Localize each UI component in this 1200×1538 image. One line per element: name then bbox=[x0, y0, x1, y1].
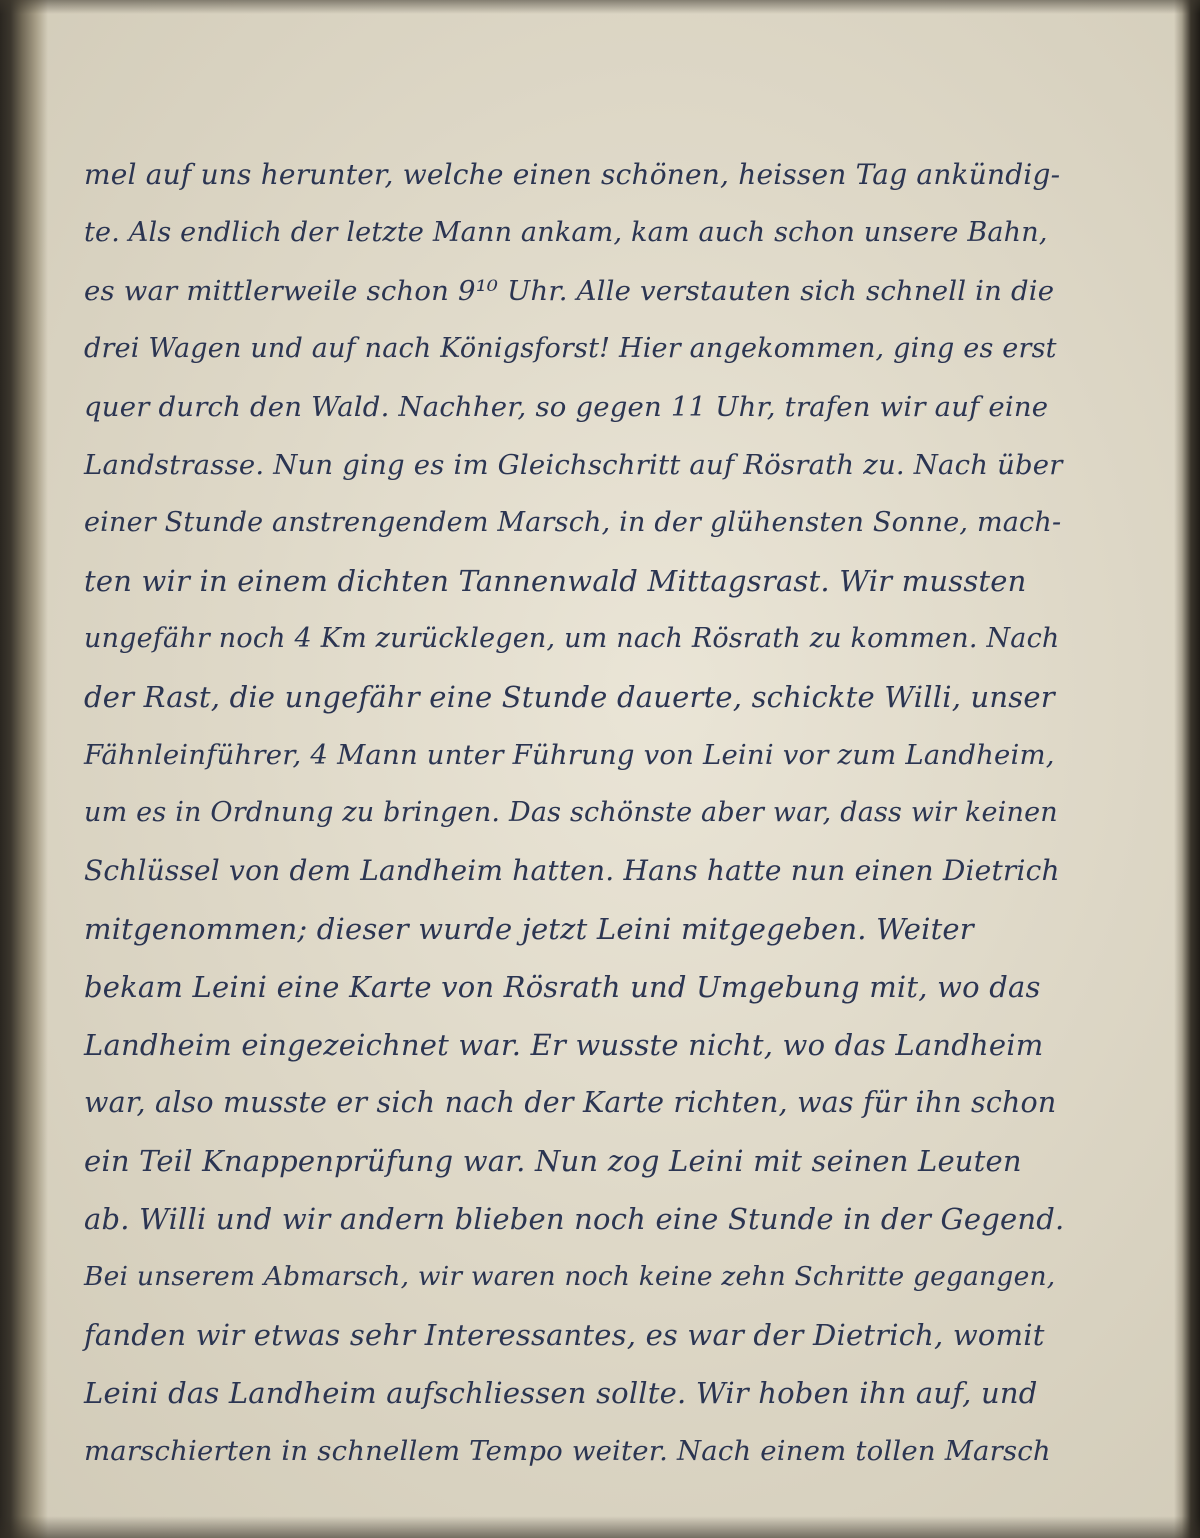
text-line: ten wir in einem dichten Tannenwald Mittagsrast. Wir mussten bbox=[84, 564, 1027, 598]
text-line: bekam Leini eine Karte von Rösrath und Umgebung mit, wo das bbox=[84, 970, 1041, 1004]
text-line: quer durch den Wald. Nachher, so gegen 11 Uhr, trafen wir auf eine bbox=[84, 391, 1049, 423]
text-line: marschierten in schnellem Tempo weiter. Nach einem tollen Marsch bbox=[84, 1435, 1051, 1467]
text-line: Leini das Landheim aufschliessen sollte. Wir hoben ihn auf, und bbox=[84, 1376, 1038, 1410]
text-line: fanden wir etwas sehr Interessantes, es war der Dietrich, womit bbox=[84, 1318, 1045, 1352]
text-line: ab. Willi und wir andern blieben noch eine Stunde in der Gegend. bbox=[84, 1202, 1065, 1236]
page-bottom-edge bbox=[0, 1516, 1200, 1538]
text-line: einer Stunde anstrengendem Marsch, in der glühensten Sonne, mach- bbox=[84, 507, 1062, 538]
text-line: mitgenommen; dieser wurde jetzt Leini mitgegeben. Weiter bbox=[84, 912, 974, 946]
book-binding-shadow bbox=[0, 0, 48, 1538]
page-top-edge bbox=[0, 0, 1200, 14]
text-line: um es in Ordnung zu bringen. Das schönste aber war, dass wir keinen bbox=[84, 797, 1058, 828]
text-line: es war mittlerweile schon 9¹⁰ Uhr. Alle verstauten sich schnell in die bbox=[84, 275, 1055, 307]
text-line: der Rast, die ungefähr eine Stunde dauerte, schickte Willi, unser bbox=[84, 680, 1055, 714]
text-line: Landheim eingezeichnet war. Er wusste nicht, wo das Landheim bbox=[84, 1028, 1044, 1062]
text-line: Schlüssel von dem Landheim hatten. Hans hatte nun einen Dietrich bbox=[84, 854, 1060, 887]
text-line: mel auf uns herunter, welche einen schönen, heissen Tag ankündig- bbox=[84, 158, 1061, 191]
page-right-edge bbox=[1174, 0, 1200, 1538]
text-line: Bei unserem Abmarsch, wir waren noch keine zehn Schritte gegangen, bbox=[84, 1261, 1056, 1292]
text-line: te. Als endlich der letzte Mann ankam, kam auch schon unsere Bahn, bbox=[84, 217, 1048, 248]
text-line: drei Wagen und auf nach Königsforst! Hier angekommen, ging es erst bbox=[84, 333, 1057, 364]
text-line: war, also musste er sich nach der Karte richten, was für ihn schon bbox=[84, 1086, 1057, 1119]
text-line: ungefähr noch 4 Km zurücklegen, um nach Rösrath zu kommen. Nach bbox=[84, 623, 1060, 654]
text-line: ein Teil Knappenprüfung war. Nun zog Leini mit seinen Leuten bbox=[84, 1144, 1022, 1178]
text-line: Landstrasse. Nun ging es im Gleichschritt auf Rösrath zu. Nach über bbox=[84, 449, 1063, 481]
text-line: Fähnleinführer, 4 Mann unter Führung von Leini vor zum Landheim, bbox=[84, 739, 1055, 771]
